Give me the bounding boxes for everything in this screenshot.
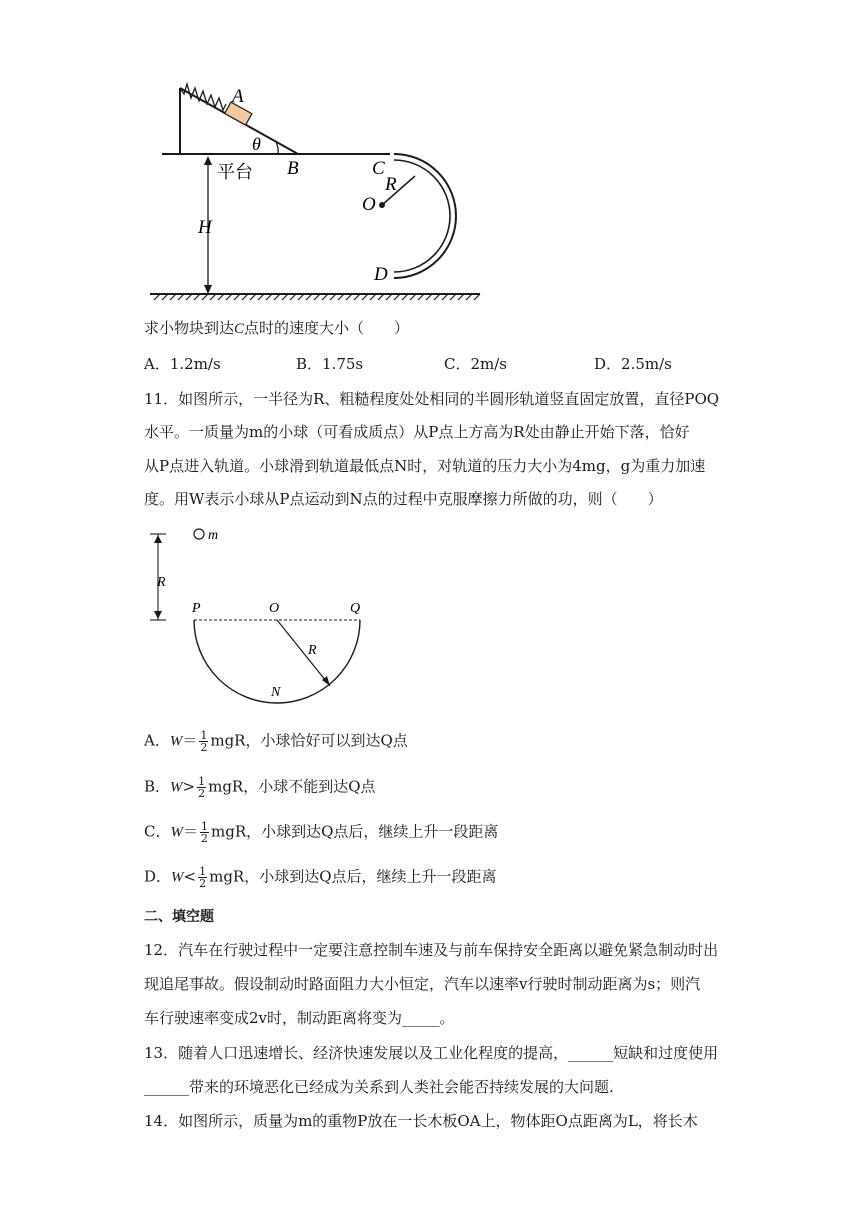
fraction-numerator: 1 — [200, 729, 208, 742]
option-key: D． — [594, 355, 622, 373]
option-relation: ＝ — [182, 731, 198, 750]
option-text: mgR，小球恰好可以到达Q点 — [210, 731, 408, 750]
option-text: 2m/s — [470, 355, 508, 373]
fraction — [200, 821, 209, 844]
fraction — [197, 776, 206, 799]
q10-stem-var: C — [234, 321, 245, 337]
label-theta: θ — [252, 134, 261, 154]
option-relation: < — [183, 867, 197, 886]
fraction — [198, 866, 207, 889]
option-relation: ＝ — [182, 822, 198, 841]
figure-semicircle-track — [140, 520, 380, 710]
option-key: A． — [144, 355, 170, 373]
fraction — [199, 730, 208, 753]
label-b: B — [287, 158, 299, 179]
q11-option-a[interactable] — [144, 730, 408, 753]
option-key: A． — [144, 731, 170, 750]
q10-option-b[interactable] — [296, 354, 363, 374]
q12-line-2: 现追尾事故。假设制动时路面阻力大小恒定，汽车以速率v行驶时制动距离为s；则汽 — [144, 975, 701, 993]
option-text: 1.75s — [322, 355, 364, 373]
option-text: 2.5m/s — [621, 355, 672, 373]
label-d: D — [374, 264, 388, 285]
figure-incline-track — [140, 68, 500, 313]
label-r: R — [385, 174, 397, 195]
q10-stem-text: 求小物块到达 — [144, 319, 235, 337]
label-o: O — [362, 194, 376, 215]
option-key: C． — [444, 355, 471, 373]
q10-stem-end: 点时的速度大小（ ） — [244, 319, 410, 337]
option-lhs: W — [170, 779, 183, 796]
option-text: mgR，小球到达Q点后，继续上升一段距离 — [209, 867, 497, 886]
option-relation: > — [182, 777, 196, 796]
q13-line-1: 13．随着人口迅速增长、经济快速发展以及工业化程度的提高，______短缺和过度使用 — [144, 1044, 719, 1062]
option-lhs: W — [171, 869, 184, 886]
option-text: mgR，小球不能到达Q点 — [208, 777, 376, 796]
section-heading: 二、填空题 — [144, 909, 214, 925]
label-p: P — [192, 601, 201, 616]
q11-line-3: 从P点进入轨道。小球滑到轨道最低点N时，对轨道的压力大小为4mg，g为重力加速 — [144, 457, 706, 475]
q13-line-2: ______带来的环境恶化已经成为关系到人类社会能否持续发展的大问题. — [144, 1078, 614, 1096]
option-key: B． — [296, 355, 323, 373]
label-n: N — [271, 685, 281, 700]
q10-option-c[interactable] — [444, 354, 507, 374]
label-m: m — [208, 528, 219, 543]
q14-line-1: 14．如图所示，质量为m的重物P放在一长木板OA上，物体距O点距离为L，将长木 — [144, 1112, 698, 1130]
fraction-denominator: 2 — [200, 741, 208, 754]
label-platform: 平台 — [217, 162, 253, 183]
fraction-numerator: 1 — [198, 775, 206, 788]
q11-line-1: 11．如图所示，一半径为R、粗糙程度处处相同的半圆形轨道竖直固定放置，直径POQ — [144, 390, 720, 408]
q11-line-2: 水平。一质量为m的小球（可看成质点）从P点上方高为R处由静止开始下落，恰好 — [144, 423, 690, 441]
fraction-denominator: 2 — [199, 877, 207, 890]
label-o: O — [269, 601, 280, 616]
label-r-height: R — [157, 575, 166, 590]
option-key: C． — [144, 822, 171, 841]
option-key: D． — [144, 867, 172, 886]
q11-option-c[interactable] — [144, 821, 498, 844]
option-lhs: W — [169, 733, 183, 750]
q12-line-1: 12．汽车在行驶过程中一定要注意控制车速及与前车保持安全距离以避免紧急制动时出 — [144, 941, 719, 959]
label-a: A — [232, 86, 244, 107]
label-c: C — [372, 158, 385, 179]
label-h: H — [198, 217, 212, 238]
option-text: mgR，小球到达Q点后，继续上升一段距离 — [211, 822, 499, 841]
option-key: B． — [144, 777, 171, 796]
option-text: 1.2m/s — [169, 355, 221, 373]
q11-line-4: 度。用W表示小球从P点运动到N点的过程中克服摩擦力所做的功，则（ ） — [144, 490, 663, 508]
fraction-denominator: 2 — [198, 787, 206, 800]
fraction-numerator: 1 — [201, 820, 208, 833]
label-r-radius: R — [308, 643, 317, 658]
q11-option-b[interactable] — [144, 776, 376, 799]
label-q: Q — [350, 601, 361, 616]
option-lhs: W — [170, 824, 183, 841]
q10-option-a[interactable] — [144, 354, 221, 374]
q11-option-d[interactable] — [144, 866, 497, 889]
fraction-numerator: 1 — [199, 865, 207, 878]
fraction-denominator: 2 — [201, 832, 208, 845]
q10-stem — [144, 318, 409, 339]
q12-line-3: 车行驶速率变成2v时，制动距离将变为_____。 — [144, 1009, 455, 1027]
q10-option-d[interactable] — [594, 354, 672, 374]
